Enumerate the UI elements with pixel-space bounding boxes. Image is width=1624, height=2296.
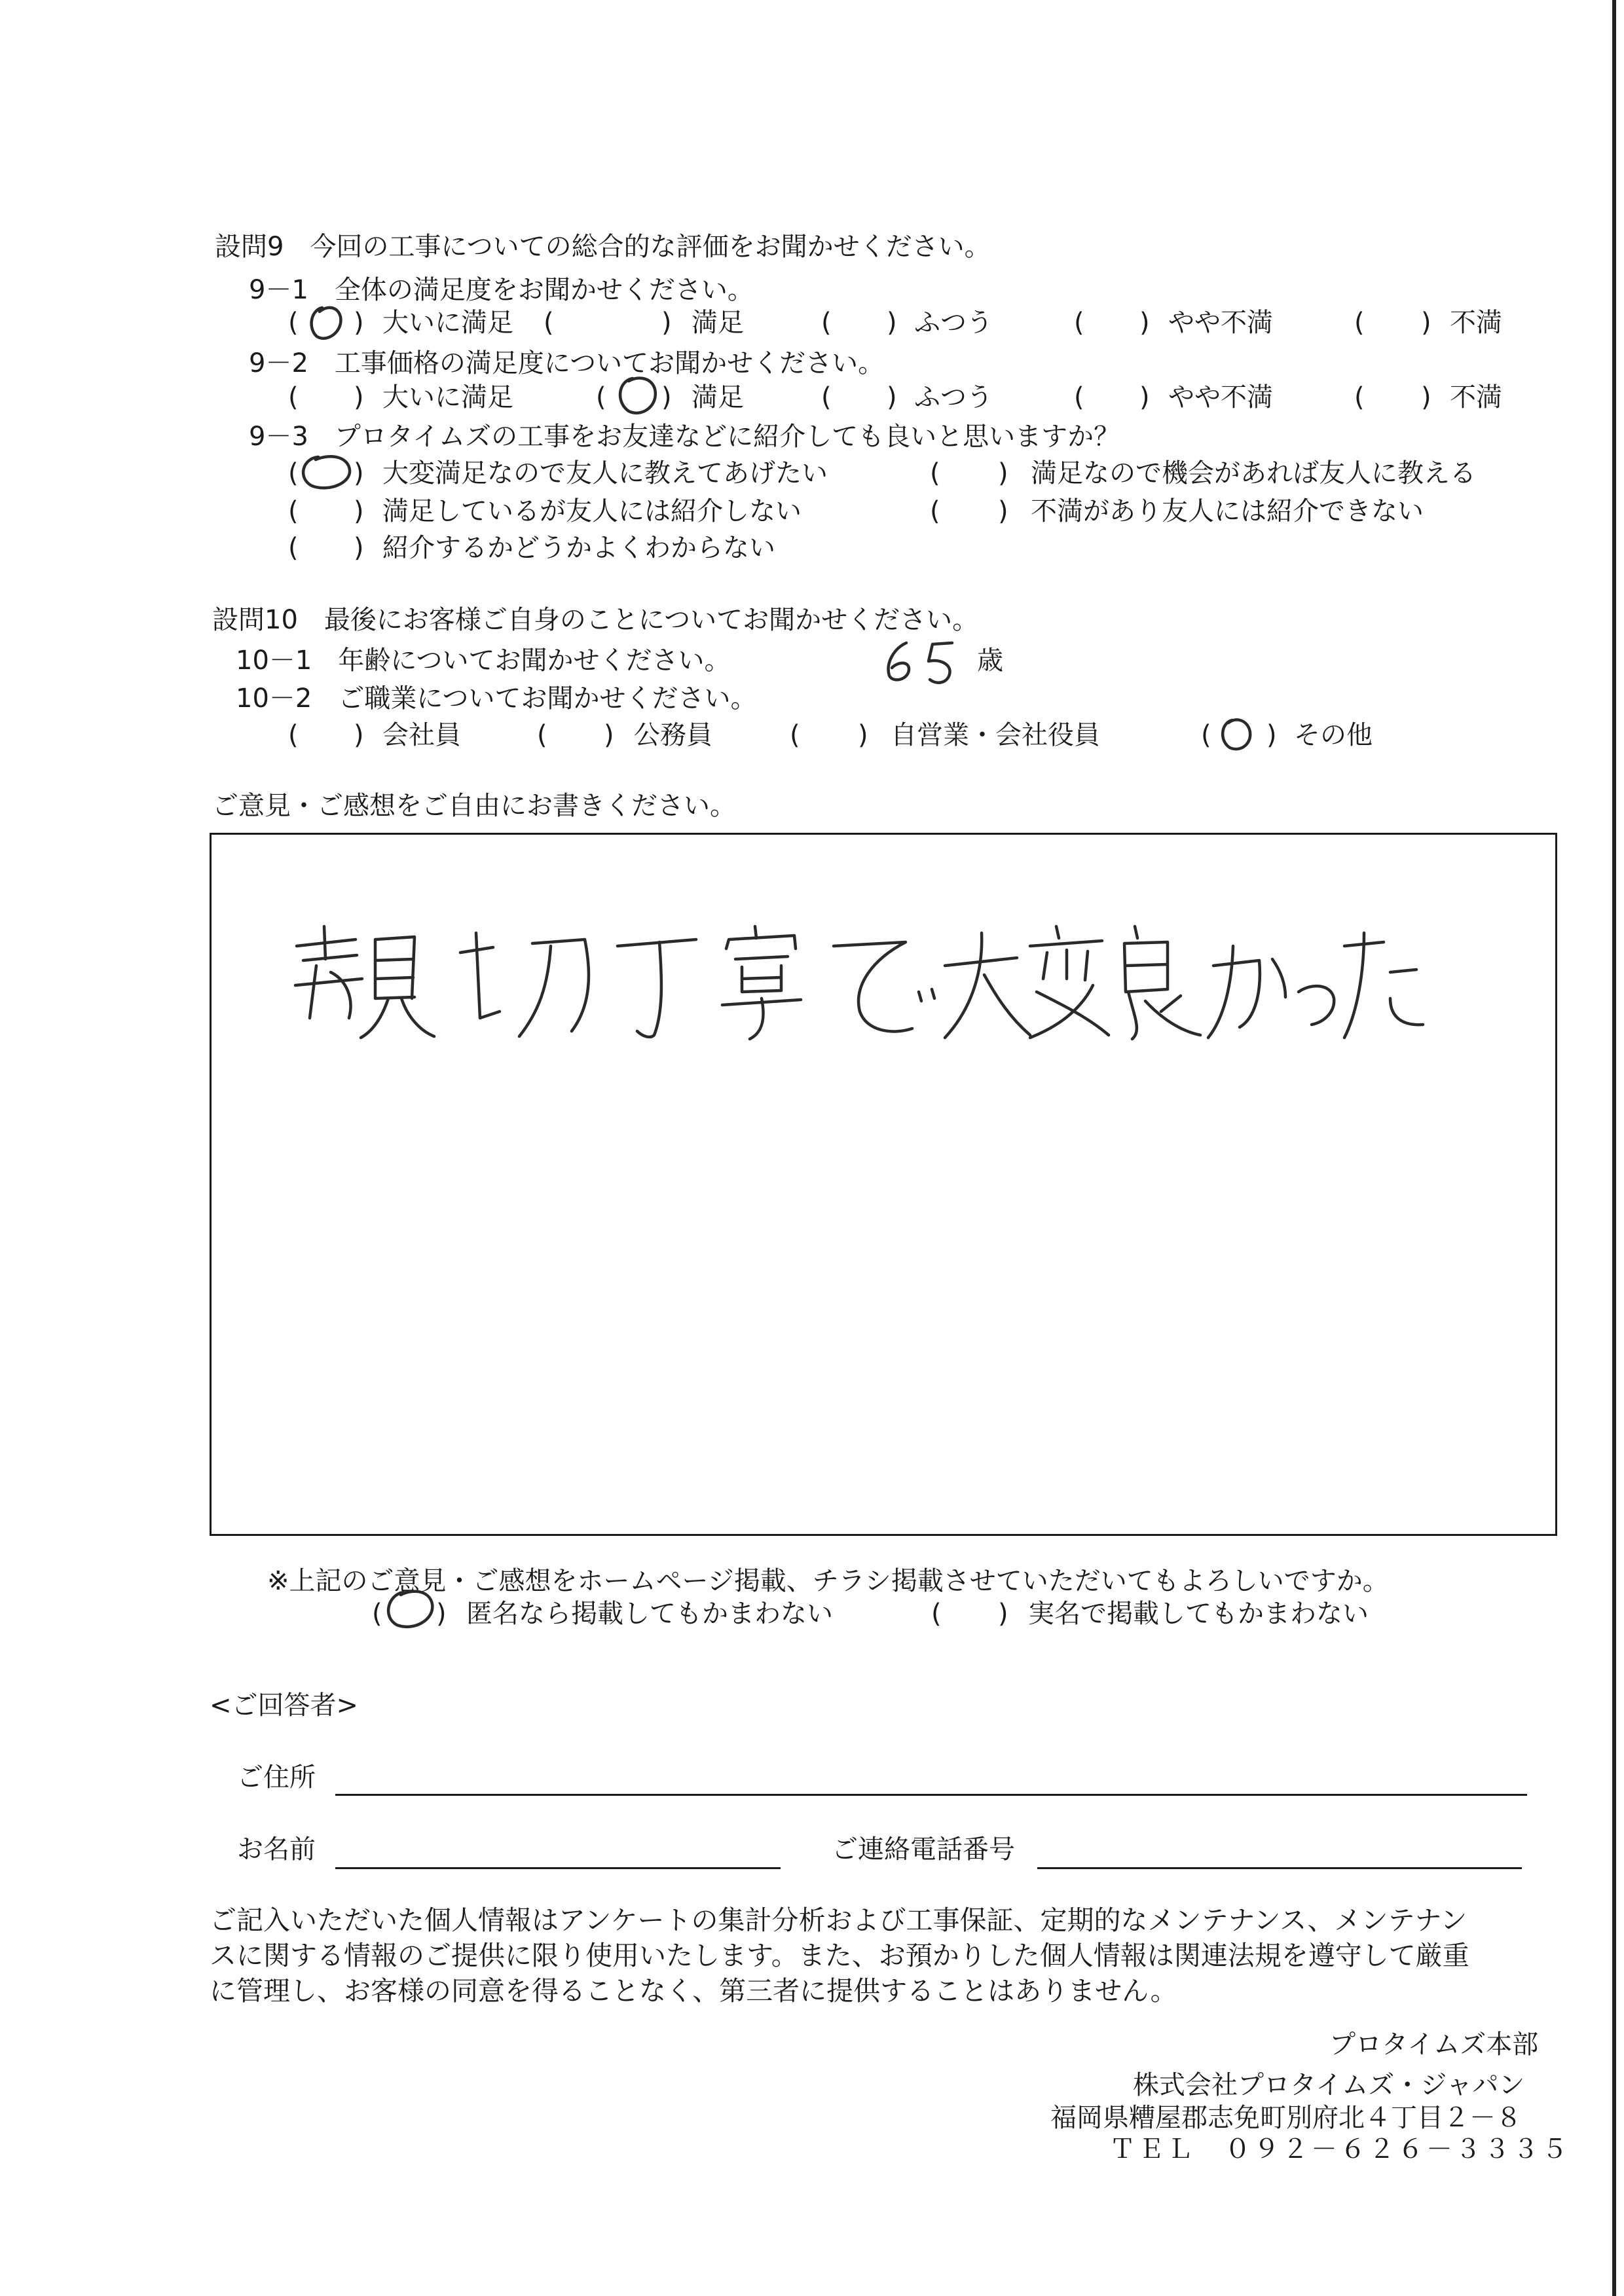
q9-3-selected-mark (292, 452, 358, 494)
address-label: ご住所 (237, 1762, 316, 1793)
paren-close: ) (354, 496, 364, 526)
paren-open: ( (1354, 382, 1365, 412)
company-tel: ＴＥＬ ０９２－６２６－３３３５ (1109, 2134, 1570, 2164)
q9-title: 設問9 今回の工事についての総合的な評価をお聞かせください。 (215, 232, 991, 262)
company-name: 株式会社プロタイムズ・ジャパン (1133, 2070, 1525, 2100)
paren-close: ) (661, 382, 672, 412)
company-division: プロタイムズ本部 (1329, 2030, 1539, 2060)
q9-2-opt-2[interactable]: ふつう (914, 382, 993, 412)
paren-open: ( (372, 1599, 382, 1629)
privacy-line: スに関する情報のご提供に限り使用いたします。また、お預かりした個人情報は関連法規を遵守して厳重 (210, 1940, 1469, 1971)
q10-2-selected-mark (1210, 714, 1263, 756)
q10-2-opt-1[interactable]: 公務員 (634, 720, 712, 750)
paren-open: ( (288, 533, 299, 563)
q9-3-opt-2[interactable]: 満足しているが友人には紹介しない (382, 496, 802, 526)
q9-3-opt-4[interactable]: 紹介するかどうかよくわからない (382, 533, 775, 563)
paren-close: ) (887, 382, 897, 412)
q9-1-opt-1[interactable]: 満足 (692, 308, 744, 338)
paren-close: ) (354, 308, 364, 338)
paren-close: ) (998, 458, 1008, 488)
q10-2-label: 10－2 ご職業についてお聞かせください。 (236, 683, 757, 714)
phone-label: ご連絡電話番号 (832, 1834, 1015, 1865)
q9-3-label: 9－3 プロタイムズの工事をお友達などに紹介しても良いと思いますか？ (249, 422, 1120, 452)
paren-open: ( (288, 496, 299, 526)
company-address: 福岡県糟屋郡志免町別府北４丁目２－８ (1050, 2103, 1522, 2133)
paren-close: ) (661, 308, 672, 338)
comments-label: ご意見・ご感想をご自由にお書きください。 (212, 791, 736, 821)
paren-close: ) (998, 496, 1008, 526)
paren-open: ( (544, 308, 554, 338)
paren-open: ( (1074, 308, 1084, 338)
paren-close: ) (354, 458, 364, 488)
paren-close: ) (604, 720, 614, 750)
privacy-line: ご記入いただいた個人情報はアンケートの集計分析および工事保証、定期的なメンテナンス、メンテナン (210, 1904, 1467, 1936)
paren-close: ) (354, 720, 364, 750)
q9-2-selected-mark (609, 373, 668, 420)
comments-box[interactable] (210, 833, 1557, 1536)
paren-open: ( (790, 720, 800, 750)
paren-open: ( (930, 458, 940, 488)
paren-open: ( (537, 720, 547, 750)
publish-question: ※上記のご意見・ご感想をホームページ掲載、チラシ掲載させていただいてもよろしいですか。 (267, 1566, 1389, 1596)
paren-open: ( (288, 458, 299, 488)
paren-open: ( (288, 308, 299, 338)
q9-3-opt-1[interactable]: 満足なので機会があれば友人に教える (1031, 458, 1476, 488)
paren-close: ) (887, 308, 897, 338)
respondent-heading: <ご回答者> (210, 1690, 359, 1721)
publish-opt-0[interactable]: 匿名なら掲載してもかまわない (466, 1599, 833, 1629)
q9-3-opt-3[interactable]: 不満があり友人には紹介できない (1031, 496, 1424, 526)
paren-close: ) (1139, 382, 1150, 412)
paren-open: ( (931, 1599, 942, 1629)
q9-2-opt-4[interactable]: 不満 (1450, 382, 1502, 412)
publish-selected-mark (376, 1587, 441, 1634)
paren-close: ) (998, 1599, 1008, 1629)
q9-1-opt-0[interactable]: 大いに満足 (382, 308, 513, 338)
q9-1-opt-2[interactable]: ふつう (914, 308, 993, 338)
q10-2-opt-2[interactable]: 自営業・会社役員 (891, 720, 1100, 750)
paren-close: ) (354, 382, 364, 412)
q10-title: 設問10 最後にお客様ご自身のことについてお聞かせください。 (212, 605, 979, 635)
q10-1-label: 10－1 年齢についてお聞かせください。 (236, 646, 731, 676)
q10-2-opt-0[interactable]: 会社員 (382, 720, 461, 750)
q9-1-selected-mark (303, 302, 355, 344)
paren-open: ( (1201, 720, 1211, 750)
q9-3-opt-0[interactable]: 大変満足なので友人に教えてあげたい (382, 458, 828, 488)
privacy-line: に管理し、お客様の同意を得ることなく、第三者に提供することはありません。 (210, 1975, 1177, 2007)
name-label: お名前 (237, 1834, 316, 1865)
paren-close: ) (1266, 720, 1277, 750)
name-field[interactable] (335, 1867, 781, 1869)
age-answer (880, 636, 965, 689)
q9-1-opt-3[interactable]: やや不満 (1168, 308, 1273, 338)
q10-2-opt-3[interactable]: その他 (1294, 720, 1373, 750)
q9-1-label: 9－1 全体の満足度をお聞かせください。 (249, 275, 754, 305)
paren-close: ) (1421, 382, 1431, 412)
paren-open: ( (821, 382, 832, 412)
paren-open: ( (288, 720, 299, 750)
paren-open: ( (930, 496, 940, 526)
paren-close: ) (1421, 308, 1431, 338)
paren-open: ( (596, 382, 606, 412)
age-unit: 歳 (977, 646, 1003, 676)
q9-2-label: 9－2 工事価格の満足度についてお聞かせください。 (249, 348, 885, 378)
paren-close: ) (436, 1599, 447, 1629)
q9-2-opt-3[interactable]: やや不満 (1168, 382, 1273, 412)
handwritten-comment (284, 920, 1266, 1051)
paren-open: ( (1074, 382, 1084, 412)
address-field[interactable] (335, 1794, 1527, 1796)
scan-edge (1612, 0, 1616, 2296)
paren-close: ) (1139, 308, 1150, 338)
paren-open: ( (1354, 308, 1365, 338)
q9-2-opt-0[interactable]: 大いに満足 (382, 382, 513, 412)
publish-opt-1[interactable]: 実名で掲載してもかまわない (1028, 1599, 1369, 1629)
paren-open: ( (288, 382, 299, 412)
q9-2-opt-1[interactable]: 満足 (692, 382, 744, 412)
paren-open: ( (821, 308, 832, 338)
paren-close: ) (354, 533, 364, 563)
paren-close: ) (858, 720, 868, 750)
q9-1-opt-4[interactable]: 不満 (1450, 308, 1502, 338)
phone-field[interactable] (1037, 1867, 1522, 1869)
